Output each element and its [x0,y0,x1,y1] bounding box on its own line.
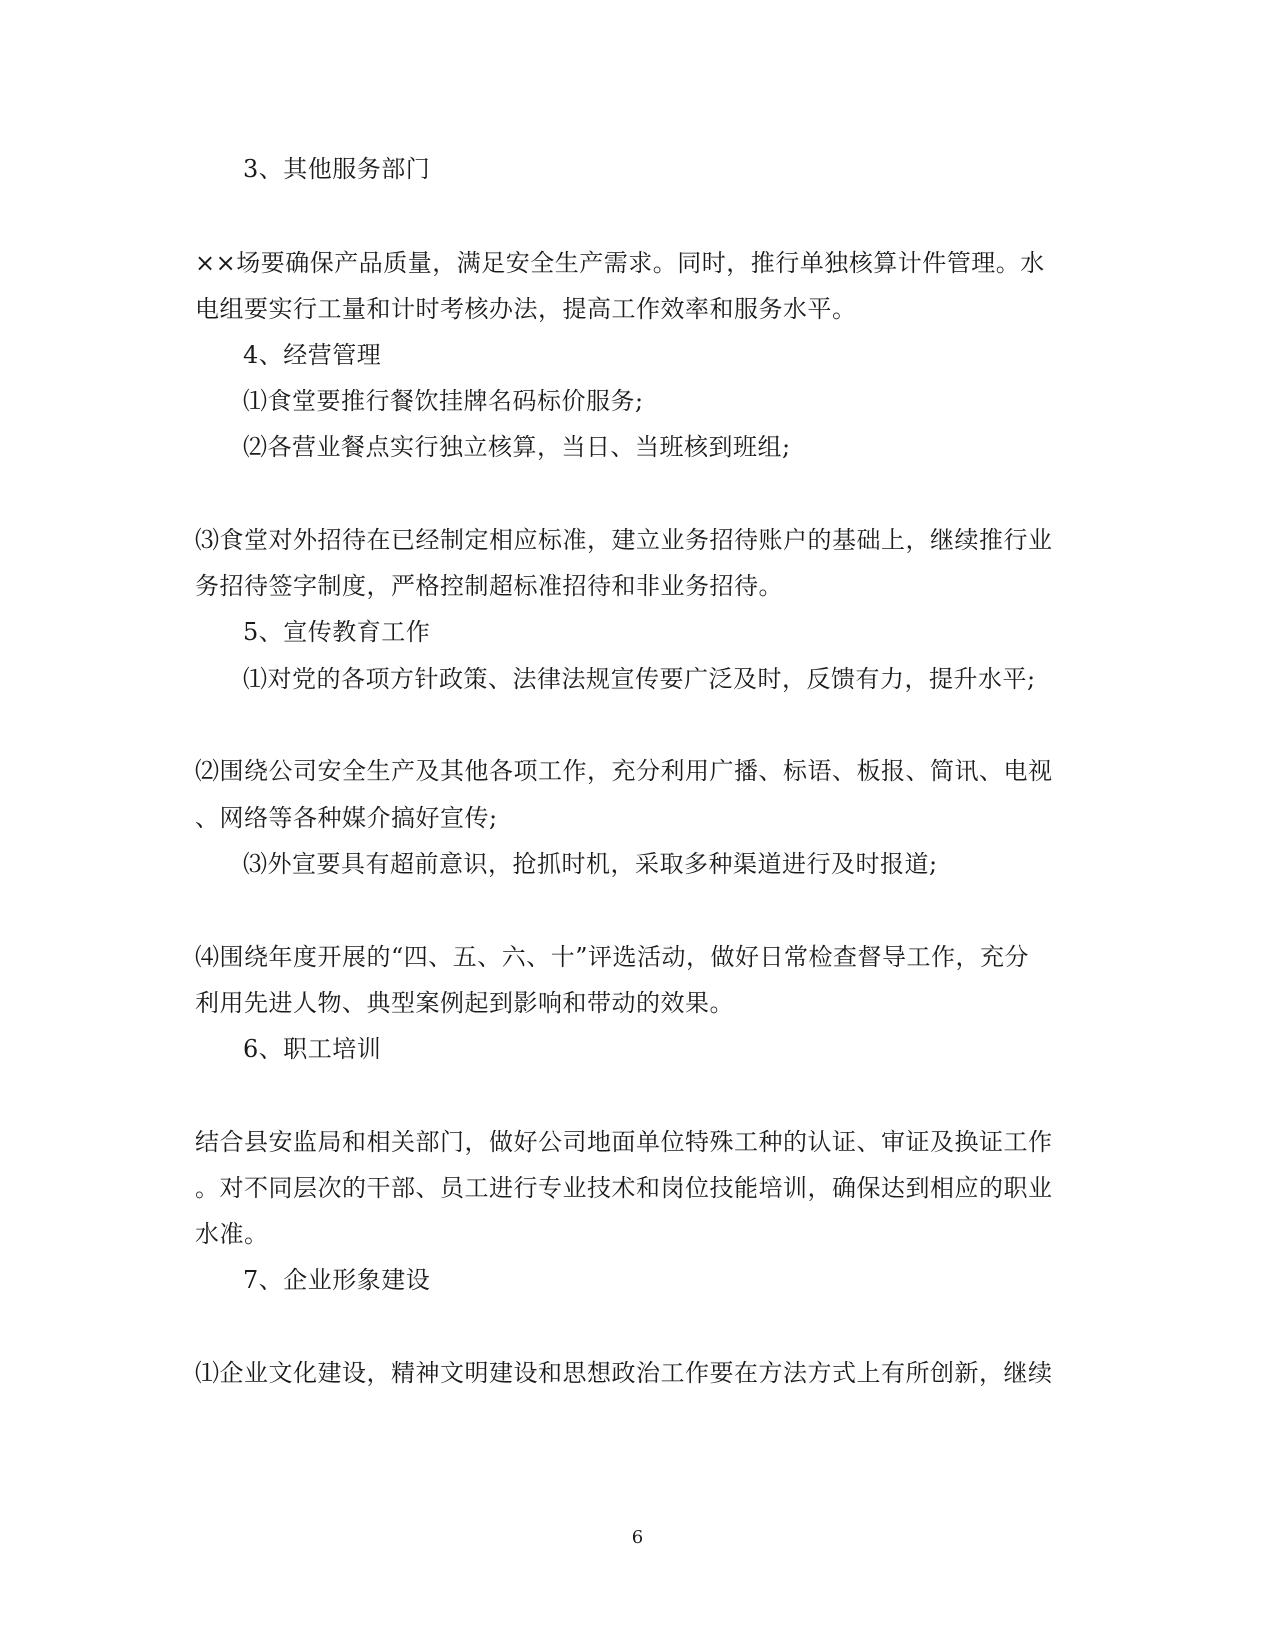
list-item: ⑶外宣要具有超前意识，抢抓时机，采取多种渠道进行及时报道; [243,850,938,878]
paragraph-line: 务招待签字制度，严格控制超标准招待和非业务招待。 [195,572,783,600]
paragraph-line: 水准。 [195,1220,269,1248]
paragraph-line: 利用先进人物、典型案例起到影响和带动的效果。 [195,989,734,1017]
section-heading: 7、企业形象建设 [243,1266,431,1294]
section-heading: 3、其他服务部门 [243,155,431,183]
page-number: 6 [631,1527,644,1548]
section-heading: 6、职工培训 [243,1035,382,1063]
paragraph-line: ⑶食堂对外招待在已经制定相应标准，建立业务招待账户的基础上，继续推行业 [195,526,1053,554]
list-item: ⑴食堂要推行餐饮挂牌名码标价服务; [243,387,644,415]
section-heading: 5、宣传教育工作 [243,618,431,646]
paragraph-line: ⑵围绕公司安全生产及其他各项工作，充分利用广播、标语、板报、简讯、电视 [195,757,1053,785]
paragraph-line: 、网络等各种媒介搞好宣传; [195,804,498,832]
paragraph-line: ⑴企业文化建设，精神文明建设和思想政治工作要在方法方式上有所创新，继续 [195,1359,1053,1387]
list-item: ⑴对党的各项方针政策、法律法规宣传要广泛及时，反馈有力，提升水平; [243,665,1036,693]
paragraph-line: ××场要确保产品质量，满足安全生产需求。同时，推行单独核算计件管理。水 [195,249,1045,277]
paragraph-line: ⑷围绕年度开展的“四、五、六、十”评选活动，做好日常检查督导工作，充分 [195,943,1030,971]
section-heading: 4、经营管理 [243,341,382,369]
paragraph-line: 结合县安监局和相关部门，做好公司地面单位特殊工种的认证、审证及换证工作 [195,1128,1053,1156]
paragraph-line: 。对不同层次的干部、员工进行专业技术和岗位技能培训，确保达到相应的职业 [195,1174,1053,1202]
list-item: ⑵各营业餐点实行独立核算，当日、当班核到班组; [243,433,791,461]
paragraph-line: 电组要实行工量和计时考核办法，提高工作效率和服务水平。 [195,295,857,323]
